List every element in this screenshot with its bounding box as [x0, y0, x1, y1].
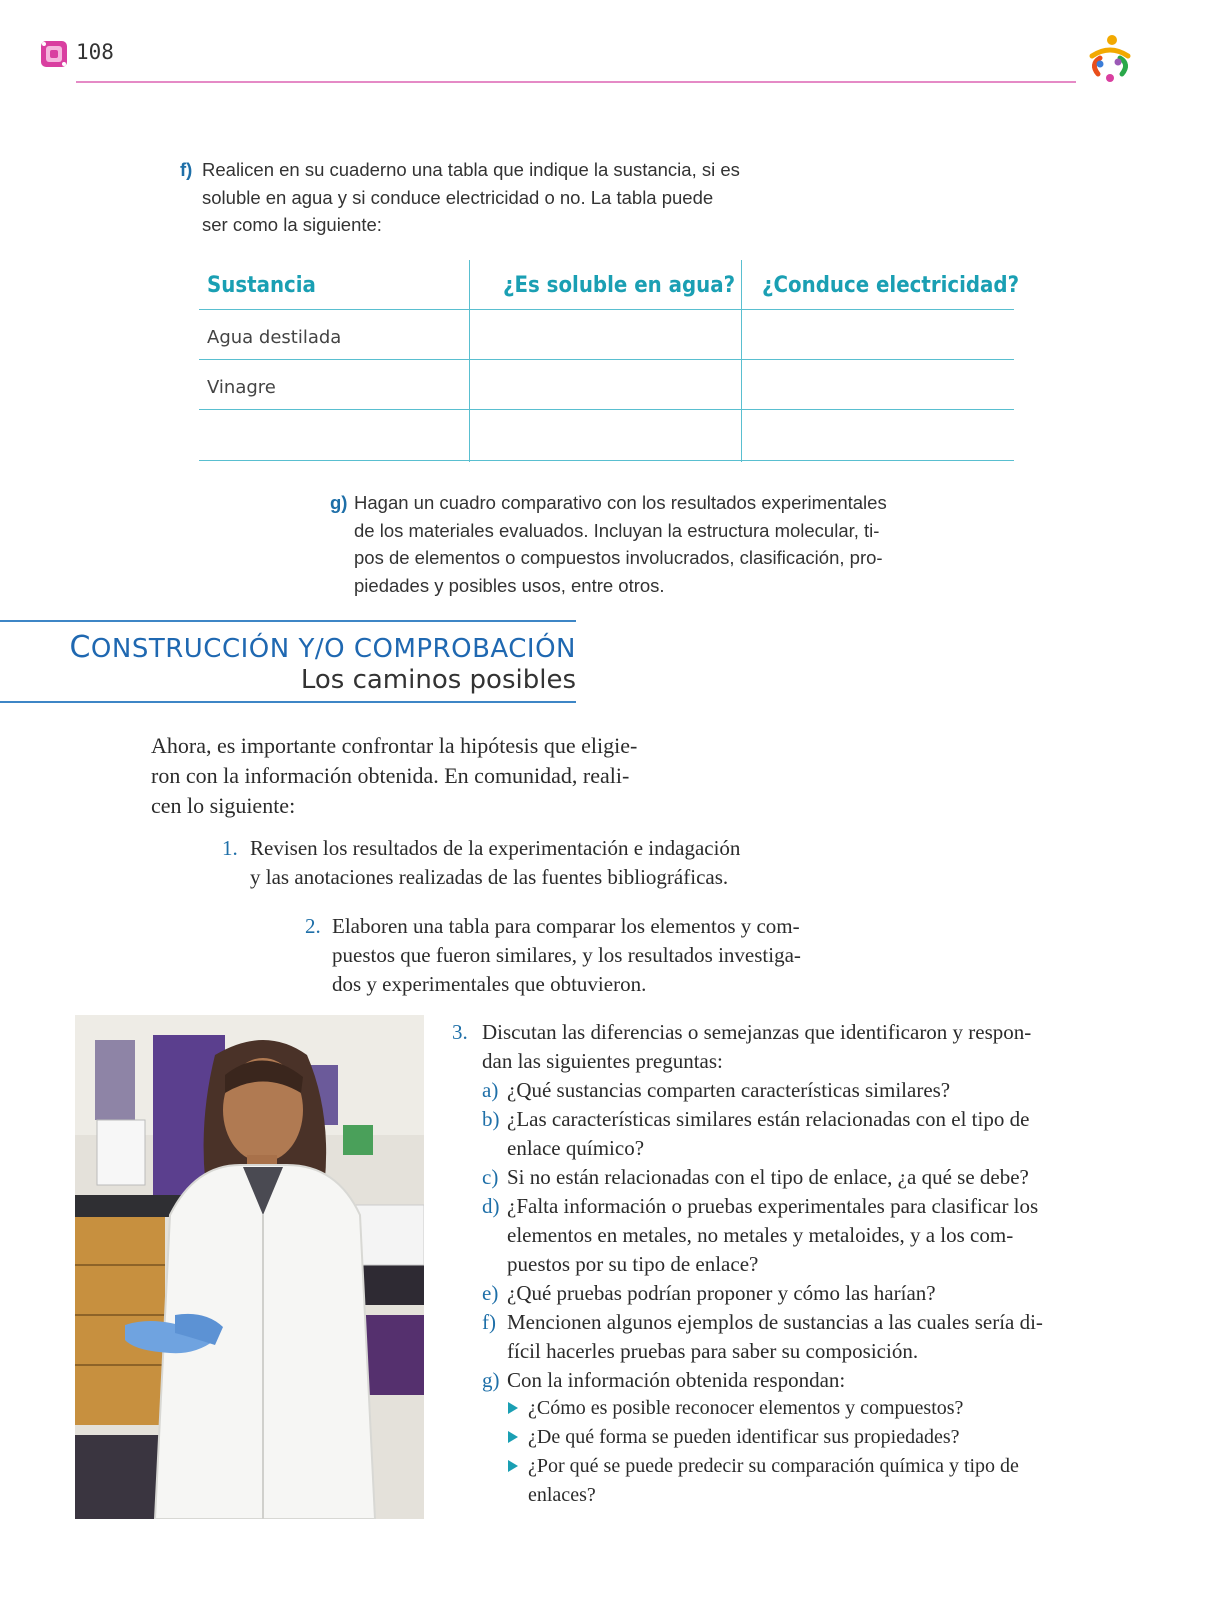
question-letter: c) — [482, 1165, 499, 1189]
table-header-cell: Sustancia — [207, 273, 316, 298]
step-number: 1. — [222, 836, 238, 860]
table-divider — [469, 260, 470, 462]
list-item — [482, 1279, 1064, 1308]
text-line: fícil hacerles pruebas para saber su composición. — [507, 1339, 919, 1363]
item-marker: g) — [330, 492, 348, 513]
question-letter: d) — [482, 1194, 500, 1218]
text-line: dan las siguientes preguntas: — [482, 1049, 723, 1073]
text-line: puestos que fueron similares, y los resultados investiga- — [332, 943, 801, 967]
table-divider — [199, 359, 1014, 360]
text-line: pos de elementos o compuestos involucrados, clasificación, pro- — [354, 547, 883, 568]
list-item — [508, 1423, 1064, 1452]
text-line: de los materiales evaluados. Incluyan la estructura molecular, ti- — [354, 519, 880, 541]
questions-list — [482, 1076, 1064, 1395]
text-line: ¿Qué sustancias comparten características similares? — [507, 1078, 951, 1102]
step-1 — [222, 834, 782, 892]
text-line: ¿Las características similares están relacionadas con el tipo de — [507, 1107, 1030, 1131]
bullet-list — [508, 1394, 1064, 1510]
text-line: ¿Cómo es posible reconocer elementos y compuestos? — [528, 1397, 964, 1419]
text-line: puestos por su tipo de enlace? — [507, 1252, 759, 1276]
list-item — [482, 1366, 1064, 1395]
table-header-cell: ¿Es soluble en agua? — [503, 273, 736, 298]
text-line: Mencionen algunos ejemplos de sustancias a las cuales sería di- — [507, 1310, 1043, 1334]
text-line: Hagan un cuadro comparativo con los resultados experimentales — [354, 492, 887, 513]
table-divider — [199, 409, 1014, 410]
instruction-g — [330, 489, 910, 599]
question-letter: g) — [482, 1368, 500, 1392]
text-line: Realicen en su cuaderno una tabla que indique la sustancia, si es — [202, 159, 740, 180]
text-line: ¿Por qué se puede predecir su comparación química y tipo de — [528, 1455, 1019, 1477]
list-item — [482, 1163, 1064, 1192]
section-subtitle: Los caminos posibles — [300, 665, 576, 695]
student-lab-photo — [75, 1015, 424, 1519]
text-line: y las anotaciones realizadas de las fuentes bibliográficas. — [250, 865, 729, 889]
text-line: Discutan las diferencias o semejanzas que identificaron y respon- — [482, 1020, 1032, 1044]
question-letter: b) — [482, 1107, 500, 1131]
text-line: Si no están relacionadas con el tipo de enlace, ¿a qué se debe? — [507, 1165, 1029, 1189]
intro-paragraph — [151, 731, 679, 821]
text-line: ser como la siguiente: — [202, 214, 382, 235]
table-divider — [199, 460, 1014, 461]
question-letter: f) — [482, 1310, 496, 1334]
list-item — [482, 1308, 1064, 1366]
question-letter: a) — [482, 1078, 499, 1102]
list-item — [482, 1076, 1064, 1105]
question-letter: e) — [482, 1281, 499, 1305]
text-line: Con la información obtenida respondan: — [507, 1368, 846, 1392]
table-divider — [199, 309, 1014, 310]
text-line: soluble en agua y si conduce electricidad o no. La tabla puede — [202, 186, 714, 208]
step-3 — [452, 1018, 1064, 1076]
section-title: CONSTRUCCIÓN Y/O COMPROBACIÓN — [69, 630, 576, 665]
list-item — [508, 1394, 1064, 1423]
text-line: cen lo siguiente: — [151, 793, 296, 818]
text-line: dos y experimentales que obtuvieron. — [332, 972, 647, 996]
text-line: ron con la información obtenida. En comunidad, reali- — [151, 763, 630, 788]
step-number: 2. — [305, 914, 321, 938]
page-number: 108 — [76, 40, 114, 64]
text-line: elementos en metales, no metales y metaloides, y a los com- — [507, 1223, 1014, 1247]
table-cell: Vinagre — [207, 377, 276, 398]
text-line: Ahora, es importante confrontar la hipótesis que eligie- — [151, 733, 638, 758]
section-rule-top — [0, 620, 576, 622]
text-line: Elaboren una tabla para comparar los elementos y com- — [332, 914, 800, 938]
text-line: Revisen los resultados de la experimentación e indagación — [250, 836, 741, 860]
item-marker: f) — [180, 159, 193, 180]
step-2 — [305, 912, 827, 999]
section-rule-bottom — [0, 701, 576, 703]
text-line: enlaces? — [528, 1484, 596, 1506]
list-item — [482, 1192, 1064, 1279]
text-line: piedades y posibles usos, entre otros. — [354, 574, 665, 596]
step-number: 3. — [452, 1020, 468, 1044]
triangle-bullet-icon — [508, 1431, 518, 1443]
substance-table — [0, 0, 1214, 470]
list-item — [482, 1105, 1064, 1163]
triangle-bullet-icon — [508, 1460, 518, 1472]
list-item — [508, 1452, 1064, 1510]
text-line: ¿Falta información o pruebas experimentales para clasificar los — [507, 1194, 1039, 1218]
text-line: ¿Qué pruebas podrían proponer y cómo las harían? — [507, 1281, 936, 1305]
table-cell: Agua destilada — [207, 327, 342, 348]
table-header-cell: ¿Conduce electricidad? — [762, 273, 1020, 298]
text-line: ¿De qué forma se pueden identificar sus propiedades? — [528, 1426, 960, 1448]
text-line: enlace químico? — [507, 1136, 645, 1160]
triangle-bullet-icon — [508, 1402, 518, 1414]
table-divider — [741, 260, 742, 462]
